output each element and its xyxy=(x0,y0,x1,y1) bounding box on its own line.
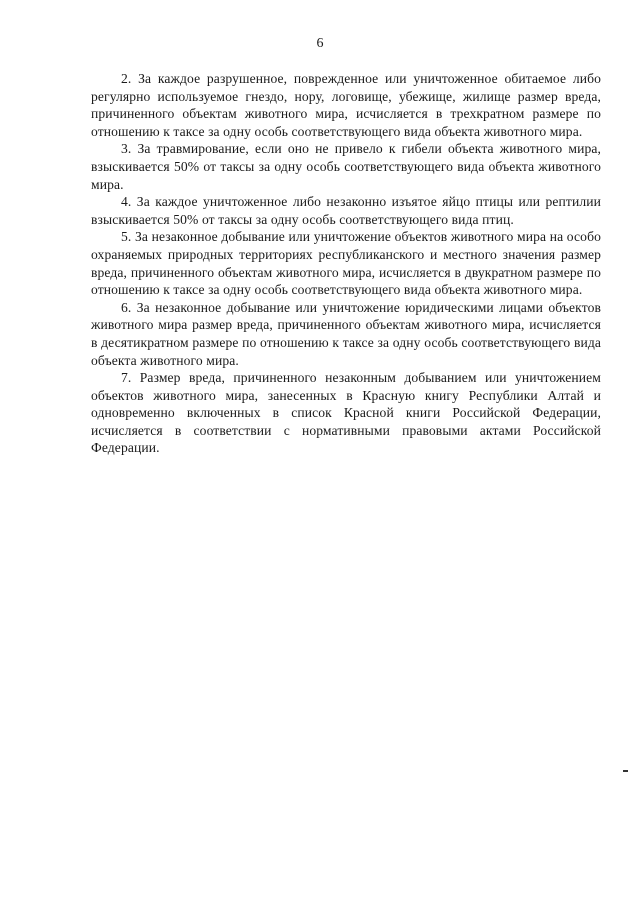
page-number: 6 xyxy=(316,36,324,51)
paragraph-3: 3. За травмирование, если оно не привело к гибели объекта животного мира, взыскивается 50% от таксы за одну особь соответствующего вида объекта животного мира. xyxy=(91,141,601,192)
scan-edge-mark xyxy=(623,770,628,772)
paragraph-2: 2. За каждое разрушенное, поврежденное или уничтоженное обитаемое либо регулярно используемое гнездо, нору, логовище, убежище, жилище размер вреда, причиненного объектам животного мира, исчисляется в трехкратном размере по отношению к таксе за одну особь соответствующего вида объекта животного мира. xyxy=(91,71,601,139)
paragraph-4: 4. За каждое уничтоженное либо незаконно изъятое яйцо птицы или рептилии взыскивается 50% от таксы за одну особь соответствующего вида птиц. xyxy=(91,194,601,227)
paragraph-5: 5. За незаконное добывание или уничтожение объектов животного мира на особо охраняемых природных территориях республиканского и местного значения размер вреда, причиненного объектам животного мира, исчисляется в двукратном размере по отношению к таксе за одну особь соответствующего вида объекта животного мира. xyxy=(91,229,601,298)
paragraph-7: 7. Размер вреда, причиненного незаконным добыванием или уничтожением объектов животного мира, занесенных в Красную книгу Республики Алтай и одновременно включенных в список Красной книги Российской Федерации, исчисляется в соответствии с нормативными правовыми актами Российской Федерации. xyxy=(91,370,601,456)
paragraph-6: 6. За незаконное добывание или уничтожение юридическими лицами объектов животного мира размер вреда, причиненного объектам животного мира, исчисляется в десятикратном размере по отношению к таксе за одну особь соответствующего вида объекта животного мира. xyxy=(91,299,601,368)
document-body xyxy=(91,70,601,457)
